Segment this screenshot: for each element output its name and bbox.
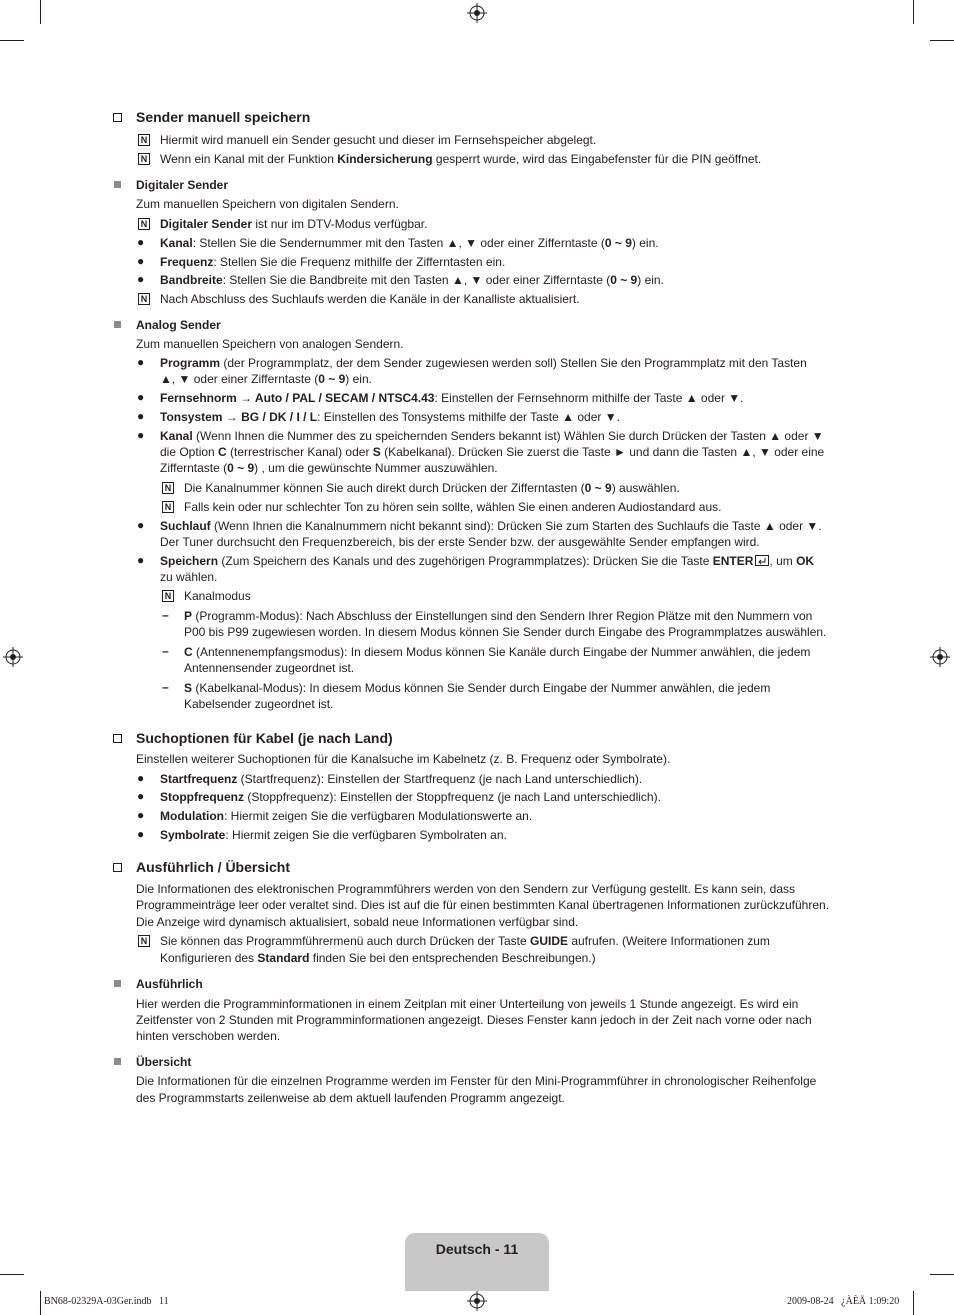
section-title: Suchoptionen für Kabel (je nach Land) xyxy=(136,730,393,746)
bullet-text: Der Tuner durchsucht den Frequenzbereich, bis der erste Sender bzw. der ausgewählte Sender empfangen wird. xyxy=(160,535,760,549)
bullet-text: Startfrequenz (Startfrequenz): Einstellen der Startfrequenz (je nach Land unterschiedlich). xyxy=(160,772,643,786)
dash-text: C (Antennenempfangsmodus): In diesem Modus können Sie Kanäle durch Eingabe der Nummer anwählen, die jedem xyxy=(184,645,811,659)
paragraph: Einstellen weiterer Suchoptionen für die Kanalsuche im Kabelnetz (z. B. Frequenz oder Symbolrate). xyxy=(136,752,671,766)
paragraph: Die Informationen für die einzelnen Programme werden im Fenster für den Mini-Programmführer in chronologischer Reihenfolge xyxy=(136,1074,817,1088)
subsection-title: Analog Sender xyxy=(136,318,221,332)
bullet-text: die Option C (terrestrischer Kanal) oder S (Kabelkanal). Drücken Sie zuerst die Taste ► und dann die Tasten ▲, ▼ oder eine xyxy=(160,445,825,459)
paragraph: Zum manuellen Speichern von analogen Sendern. xyxy=(136,337,404,351)
paragraph: Die Informationen des elektronischen Programmführers werden von den Sendern zur Verfügung gestellt. Es kann sein, dass xyxy=(136,882,796,896)
paragraph: Programmeinträge leer oder veraltet sind. Dies ist auf die für einen bestimmten Kanal übertragenen Informationen zurückzuführen. xyxy=(136,898,830,912)
section-title: Ausführlich / Übersicht xyxy=(136,859,291,875)
crop-mark xyxy=(930,40,954,41)
bullet-text: zu wählen. xyxy=(160,570,218,584)
bullet-text: Programm (der Programmplatz, der dem Sender zugewiesen werden soll) Stellen Sie den Programmplatz mit den Tasten xyxy=(160,356,807,370)
bullet-icon: ● xyxy=(137,254,145,268)
note-icon: N xyxy=(138,153,150,165)
note-icon: N xyxy=(162,482,174,494)
crop-mark xyxy=(40,0,41,24)
crop-mark xyxy=(0,40,24,41)
note-text: Nach Abschluss des Suchlaufs werden die Kanäle in der Kanalliste aktualisiert. xyxy=(160,292,580,306)
note-icon: N xyxy=(162,501,174,513)
note-text: Konfigurieren des Standard finden Sie bei den entsprechenden Beschreibungen.) xyxy=(160,951,596,965)
bullet-text: Symbolrate: Hiermit zeigen Sie die verfügbaren Symbolraten an. xyxy=(160,828,507,842)
note-icon: N xyxy=(138,293,150,305)
bullet-icon: ● xyxy=(137,518,145,532)
paragraph: Die Anzeige wird dynamisch aktualisiert, sobald neue Informationen verfügbar sind. xyxy=(136,915,579,929)
dash-text: P00 bis P99 zugewiesen worden. In diesem Modus können Sie Sender durch Eingabe des Programmplatzes auswählen. xyxy=(184,625,827,639)
note-text: Kanalmodus xyxy=(184,589,251,603)
bullet-text: Speichern (Zum Speichern des Kanals und des zugehörigen Programmplatzes): Drücken Sie die Taste ENTER , um OK xyxy=(160,554,815,568)
crop-mark xyxy=(0,1274,24,1275)
bullet-text: Kanal: Stellen Sie die Sendernummer mit den Tasten ▲, ▼ oder einer Zifferntaste (0 ~ 9) ein. xyxy=(160,236,659,250)
bullet-text: Tonsystem → BG / DK / I / L: Einstellen des Tonsystems mithilfe der Taste ▲ oder ▼. xyxy=(160,410,620,424)
bullet-text: Frequenz: Stellen Sie die Frequenz mithilfe der Zifferntasten ein. xyxy=(160,255,506,269)
subsection-title: Ausführlich xyxy=(136,977,203,991)
print-slug-date: 2009-08-24 ¿ÀÈÄ 1:09:20 xyxy=(787,1296,900,1307)
dash-text: S (Kabelkanal-Modus): In diesem Modus können Sie Sender durch Eingabe der Nummer anwählen, die jedem xyxy=(184,681,771,695)
square-bullet-icon xyxy=(114,1058,121,1065)
crop-mark xyxy=(930,1274,954,1275)
paragraph: Zeitfenster von 2 Stunden mit Programminformationen angezeigt. Dieses Fenster kann jedoch in der Zeit nach vorne oder nach xyxy=(136,1013,812,1027)
bullet-text: Fernsehnorm → Auto / PAL / SECAM / NTSC4.43: Einstellen der Fernsehnorm mithilfe der Taste ▲ oder ▼. xyxy=(160,391,744,405)
registration-mark-icon xyxy=(930,647,950,667)
section-title: Sender manuell speichern xyxy=(136,109,311,125)
bullet-icon: ● xyxy=(137,771,145,785)
bullet-text: Zifferntaste (0 ~ 9) , um die gewünschte Nummer auszuwählen. xyxy=(160,461,498,475)
dash-text: Antennensender zugeordnet ist. xyxy=(184,661,355,675)
enter-icon xyxy=(755,555,769,566)
crop-mark xyxy=(40,1291,41,1315)
checkbox-bullet-icon xyxy=(113,734,122,743)
note-text: Die Kanalnummer können Sie auch direkt durch Drücken der Zifferntasten (0 ~ 9) auswählen. xyxy=(184,481,680,495)
note-icon: N xyxy=(138,134,150,146)
bullet-text: Bandbreite: Stellen Sie die Bandbreite mit den Tasten ▲, ▼ oder einer Zifferntaste (0 ~ 9) ein. xyxy=(160,273,664,287)
square-bullet-icon xyxy=(114,181,121,188)
square-bullet-icon xyxy=(114,321,121,328)
paragraph: Hier werden die Programminformationen in einem Zeitplan mit einer Unterteilung von jeweils 1 Stunde angezeigt. Es wird ein xyxy=(136,997,799,1011)
bullet-text: Suchlauf (Wenn Ihnen die Kanalnummern nicht bekannt sind): Drücken Sie zum Starten des Suchlaufs die Taste ▲ oder ▼. xyxy=(160,519,822,533)
checkbox-bullet-icon xyxy=(113,863,122,872)
page-number: Deutsch - 11 xyxy=(435,1241,519,1257)
bullet-icon: ● xyxy=(137,553,145,567)
bullet-text: ▲, ▼ oder einer Zifferntaste (0 ~ 9) ein. xyxy=(160,372,372,386)
bullet-text: Modulation: Hiermit zeigen Sie die verfügbaren Modulationswerte an. xyxy=(160,809,533,823)
print-slug-file: BN68-02329A-03Ger.indb 11 xyxy=(44,1296,169,1307)
dash-text: P (Programm-Modus): Nach Abschluss der Einstellungen sind den Sendern Ihrer Region Plätze mit den Nummern von xyxy=(184,609,813,623)
bullet-icon: ● xyxy=(137,272,145,286)
registration-mark-icon xyxy=(467,1291,487,1311)
note-text: Sie können das Programmführermenü auch durch Drücken der Taste GUIDE aufrufen. (Weitere Informationen zum xyxy=(160,934,770,948)
bullet-icon: ● xyxy=(137,808,145,822)
paragraph: des Programmstarts zeilenweise ab dem aktuell laufenden Programm angezeigt. xyxy=(136,1091,565,1105)
note-text: Wenn ein Kanal mit der Funktion Kindersicherung gesperrt wurde, wird das Eingabefenster für die PIN geöffnet. xyxy=(160,152,762,166)
bullet-icon: ● xyxy=(137,355,145,369)
note-text: Falls kein oder nur schlechter Ton zu hören sein sollte, wählen Sie einen anderen Audiostandard aus. xyxy=(184,500,722,514)
crop-mark xyxy=(913,0,914,24)
bullet-icon: ● xyxy=(137,827,145,841)
dash-bullet-icon: – xyxy=(162,680,169,694)
crop-mark xyxy=(913,1291,914,1315)
note-text: Hiermit wird manuell ein Sender gesucht und dieser im Fernsehspeicher abgelegt. xyxy=(160,133,597,147)
bullet-icon: ● xyxy=(137,409,145,423)
note-icon: N xyxy=(138,935,150,947)
checkbox-bullet-icon xyxy=(113,113,122,122)
bullet-icon: ● xyxy=(137,390,145,404)
dash-text: Kabelsender zugeordnet ist. xyxy=(184,697,334,711)
note-icon: N xyxy=(162,590,174,602)
dash-bullet-icon: – xyxy=(162,644,169,658)
square-bullet-icon xyxy=(114,980,121,987)
bullet-text: Stoppfrequenz (Stoppfrequenz): Einstellen der Stoppfrequenz (je nach Land unterschiedlich). xyxy=(160,790,661,804)
paragraph: Zum manuellen Speichern von digitalen Sendern. xyxy=(136,197,399,211)
note-text: Digitaler Sender ist nur im DTV-Modus verfügbar. xyxy=(160,217,428,231)
bullet-icon: ● xyxy=(137,235,145,249)
registration-mark-icon xyxy=(3,647,23,667)
paragraph: hinten verschoben werden. xyxy=(136,1029,281,1043)
bullet-text: Kanal (Wenn Ihnen die Nummer des zu speichernden Senders bekannt ist) Wählen Sie durch Drücken der Tasten ▲ oder ▼ xyxy=(160,429,824,443)
registration-mark-icon xyxy=(467,3,487,23)
subsection-title: Digitaler Sender xyxy=(136,178,229,192)
dash-bullet-icon: – xyxy=(162,608,169,622)
bullet-icon: ● xyxy=(137,428,145,442)
subsection-title: Übersicht xyxy=(136,1055,192,1069)
note-icon: N xyxy=(138,218,150,230)
bullet-icon: ● xyxy=(137,789,145,803)
